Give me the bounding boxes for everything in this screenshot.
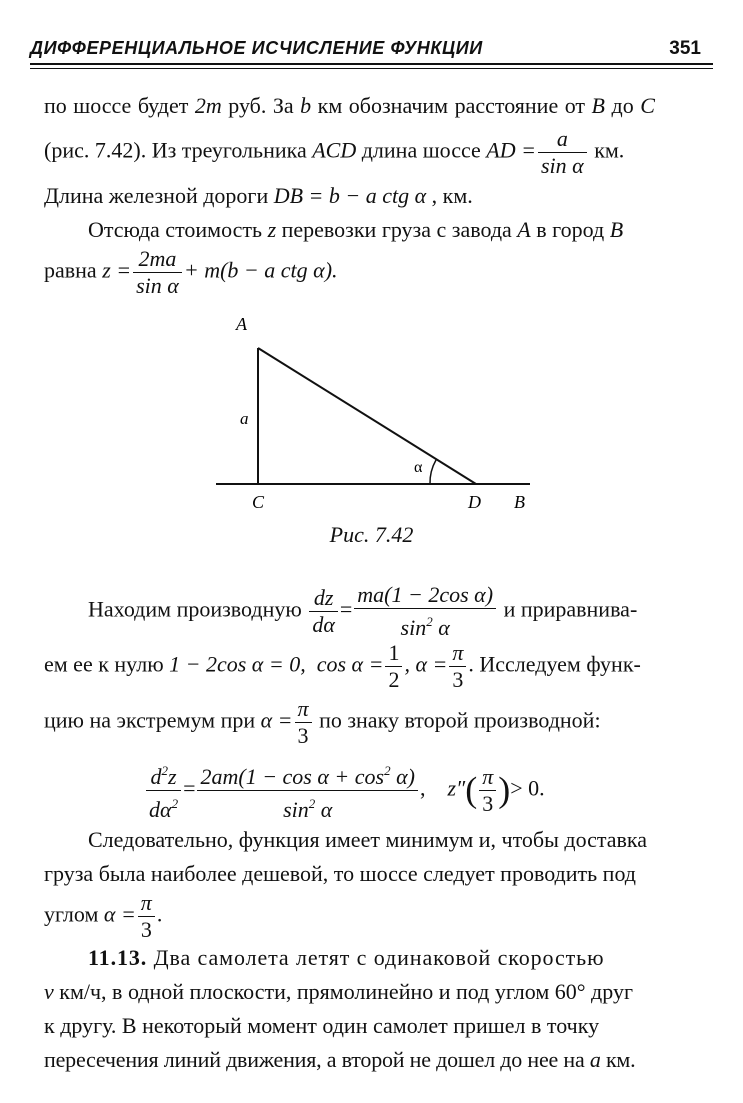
- fraction: [354, 582, 496, 641]
- fraction: [479, 764, 496, 817]
- denominator: 3: [482, 791, 494, 816]
- math: z: [267, 217, 277, 242]
- fraction: [133, 246, 182, 299]
- text: км/ч, в одной плоскости, прямолинейно и под углом 60° друг: [53, 979, 633, 1004]
- exponent: 2: [426, 614, 433, 629]
- denominator: sin α: [540, 153, 584, 178]
- numerator: 2ma: [133, 246, 182, 273]
- exponent: 2: [171, 796, 179, 811]
- text-line-11: [44, 860, 698, 888]
- den-text: sin: [283, 797, 309, 822]
- text: км обозначим расстояние от: [311, 93, 592, 118]
- paren-right: ): [498, 769, 511, 810]
- numerator: π: [479, 764, 496, 791]
- text-line-6: [44, 582, 698, 641]
- math: v: [44, 979, 54, 1004]
- numerator: ma(1 − 2cos α): [354, 582, 496, 609]
- text: км.: [588, 137, 625, 163]
- paren-left: (: [465, 769, 478, 810]
- numerator: dz: [309, 585, 338, 612]
- text: Два самолета летят с одинаковой скоростью: [147, 945, 605, 970]
- fraction: [197, 758, 417, 823]
- fraction: [538, 126, 587, 179]
- problem-number: 11.13.: [88, 945, 148, 970]
- math: C: [640, 93, 655, 118]
- text-line-8: [44, 696, 698, 749]
- math: a: [589, 1047, 601, 1072]
- numerator: π: [138, 890, 155, 917]
- denominator: 3: [452, 667, 464, 692]
- num-text: α): [390, 764, 415, 789]
- numerator: [197, 758, 417, 791]
- text: к другу. В некоторый момент один самолет пришел в точку: [44, 1013, 600, 1038]
- den-text: dα: [149, 797, 172, 822]
- fraction: [385, 640, 402, 693]
- math: α =: [260, 707, 293, 733]
- text: в город: [530, 217, 610, 242]
- fraction: [295, 696, 312, 749]
- text: и приравнива-: [498, 596, 638, 622]
- equals: =: [183, 775, 196, 801]
- denominator: 3: [297, 723, 309, 748]
- label-B: B: [514, 492, 525, 512]
- math: b: [300, 93, 312, 118]
- text-line-1: [44, 92, 698, 120]
- denominator: dα: [312, 612, 335, 637]
- text: Следовательно, функция имеет минимум и, чтобы доставка: [88, 827, 648, 852]
- math: z =: [102, 257, 132, 283]
- text-line-2: [44, 126, 698, 179]
- exponent: 2: [308, 796, 316, 811]
- math: cos α =: [316, 651, 384, 677]
- math: 1 − 2cos α = 0,: [169, 651, 306, 677]
- numerator: π: [295, 696, 312, 723]
- text: перевозки груза с завода: [276, 217, 518, 242]
- text: км.: [600, 1047, 636, 1072]
- text: углом: [44, 901, 104, 927]
- text-line-5: [44, 246, 698, 299]
- side-AD: [258, 348, 476, 484]
- triangle-diagram: [200, 308, 540, 518]
- text: по шоссе будет: [44, 93, 195, 118]
- text: пересечения линий движения, а второй не дошел до нее на: [44, 1047, 590, 1072]
- math: , α =: [404, 651, 448, 677]
- numerator: [146, 758, 181, 791]
- text: руб. За: [221, 93, 301, 118]
- math: 2m: [194, 93, 222, 118]
- text-line-7: [44, 640, 698, 693]
- fraction: [138, 890, 155, 943]
- numerator: π: [449, 640, 466, 667]
- text-line-16: [44, 1046, 698, 1074]
- text: длина шоссе: [356, 137, 487, 163]
- fraction: [146, 758, 181, 823]
- display-formula: [44, 758, 698, 823]
- denominator: [197, 791, 417, 823]
- den-text: α: [432, 615, 450, 640]
- text: , км.: [426, 183, 473, 208]
- denominator: 3: [140, 917, 152, 942]
- fraction: [309, 585, 338, 638]
- label-a: a: [240, 409, 249, 428]
- text: . Исследуем функ-: [468, 651, 641, 677]
- label-C: C: [252, 492, 265, 512]
- text: (рис. 7.42). Из треугольника: [44, 137, 313, 163]
- text: Отсюда стоимость: [88, 217, 268, 242]
- num-text: d: [150, 764, 162, 789]
- exponent: 2: [384, 763, 391, 778]
- denominator: [146, 791, 181, 823]
- comma: ,: [419, 775, 426, 801]
- text: цию на экстремум при: [44, 707, 261, 733]
- text: ем ее к нулю: [44, 651, 170, 677]
- text: до: [605, 93, 641, 118]
- math: z″: [447, 775, 466, 801]
- figure-caption: Рис. 7.42: [329, 522, 414, 547]
- label-D: D: [468, 492, 481, 512]
- den-text: α: [315, 797, 333, 822]
- text-line-4: [44, 216, 698, 244]
- text: по знаку второй производной:: [313, 707, 601, 733]
- numerator: a: [538, 126, 587, 153]
- page-number: 351: [669, 38, 701, 59]
- header-rule: [30, 63, 713, 65]
- math: AD =: [486, 137, 536, 163]
- text: груза была наиболее дешевой, то шоссе следует проводить под: [44, 861, 637, 886]
- math: + m(b − a ctg α).: [183, 257, 338, 283]
- denominator: sin α: [136, 273, 179, 298]
- header-rule-thin: [30, 68, 713, 69]
- numerator: 1: [385, 640, 402, 667]
- math: α =: [103, 901, 136, 927]
- text-line-13: [44, 944, 698, 972]
- text-line-15: [44, 1012, 698, 1040]
- text: .: [156, 901, 163, 927]
- math: B: [609, 217, 624, 242]
- chapter-title: ДИФФЕРЕНЦИАЛЬНОЕ ИСЧИСЛЕНИЕ ФУНКЦИИ: [30, 38, 483, 58]
- text: Находим производную: [88, 596, 308, 622]
- math: > 0.: [510, 775, 545, 801]
- running-header: [30, 30, 713, 66]
- text: Длина железной дороги: [44, 183, 274, 208]
- text-line-14: [44, 978, 698, 1006]
- denominator: 2: [388, 667, 400, 692]
- num-text: 2am(1 − cos α + cos: [200, 764, 385, 789]
- exponent: 2: [161, 763, 168, 778]
- math: B: [591, 93, 605, 118]
- math: A: [517, 217, 531, 242]
- num-text: z: [168, 764, 177, 789]
- fraction: [449, 640, 466, 693]
- text-line-10: [44, 826, 698, 854]
- equals: =: [339, 596, 353, 622]
- denominator: [354, 609, 496, 641]
- math: ACD: [312, 137, 357, 163]
- label-A: A: [236, 314, 247, 334]
- text-line-12: [44, 890, 698, 943]
- text: равна: [44, 257, 103, 283]
- text-line-3: [44, 182, 698, 210]
- den-text: sin: [400, 615, 427, 640]
- angle-arc: [430, 460, 436, 484]
- label-alpha: α: [414, 459, 423, 476]
- math: DB = b − a ctg α: [273, 183, 427, 208]
